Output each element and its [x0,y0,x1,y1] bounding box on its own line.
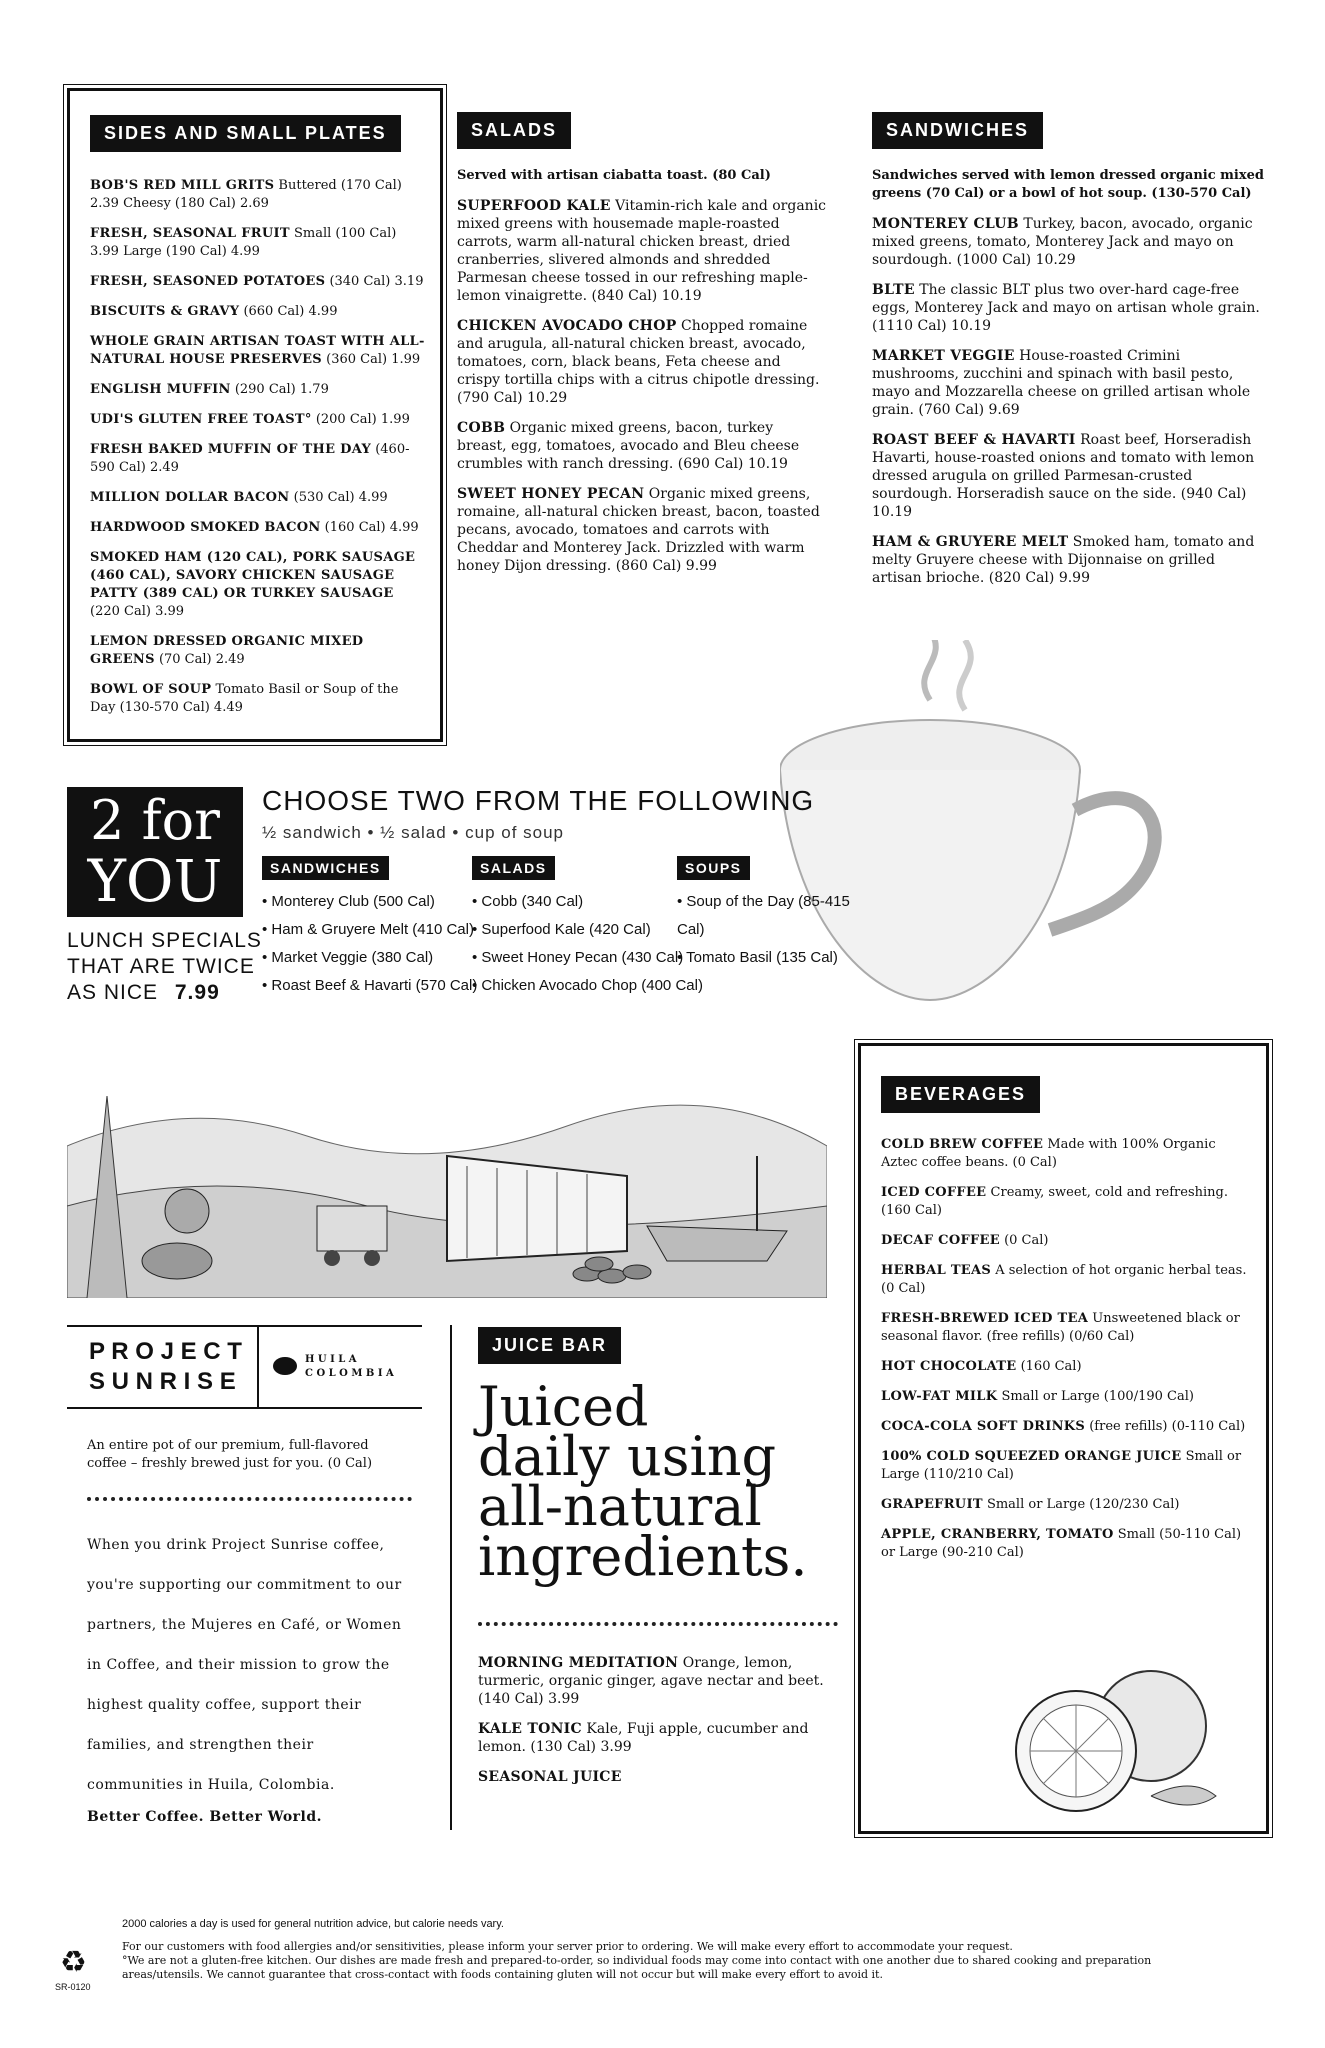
logo-line1: 2 for [90,789,220,852]
tagline-line2: THAT ARE TWICE [67,955,255,978]
grapefruit-illustration [1001,1666,1221,1816]
menu-item [90,489,426,507]
sides-title: SIDES AND SMALL PLATES [90,115,401,152]
menu-item-desc: Small or Large (100/190 Cal) [1001,1389,1194,1404]
footer-code: SR-0120 [55,1982,91,1992]
menu-item [881,1358,1251,1376]
sunrise-slogan: Better Coffee. Better World. [87,1809,323,1825]
footer-gluten-note: °We are not a gluten-free kitchen. Our dishes are made fresh and prepared-to-order, so individual foods may come into contact with one another due to shared cooking and preparation areas/utensils. We cannot guarantee that cross-contact with foods containing gluten will not occur but will make every effort to avoid it. [122,1954,1152,1981]
menu-item-name: WHOLE GRAIN ARTISAN TOAST WITH ALL-NATURAL HOUSE PRESERVES [90,334,425,367]
menu-item-desc: (220 Cal) 3.99 [90,604,185,619]
menu-item [90,225,426,261]
two-for-you-option: • Sweet Honey Pecan (430 Cal) [472,949,684,966]
menu-item [90,441,426,477]
two-for-you-logo [67,787,243,917]
choose-two-subheading: ½ sandwich • ½ salad • cup of soup [262,823,565,842]
menu-item-name: COBB [457,420,506,436]
menu-item [90,303,426,321]
two-for-you-option: • Ham & Gruyere Melt (410 Cal) [262,921,474,938]
sandwiches-section [872,112,1267,599]
beverages-title: BEVERAGES [881,1076,1040,1113]
menu-item-desc: (160 Cal) [1020,1359,1082,1374]
menu-item [881,1448,1251,1484]
juice-title: JUICE BAR [478,1327,621,1364]
menu-item-name: LEMON DRESSED ORGANIC MIXED GREENS [90,634,364,667]
menu-item-desc: House-roasted Crimini mushrooms, zucchini and spinach with basil pesto, mayo and Mozzarella cheese on grilled artisan whole grain. (760 Cal) 9.69 [872,348,1251,418]
two-for-you-column [262,856,477,1000]
sandwiches-list [872,215,1267,587]
beverages-list [881,1136,1251,1574]
divider [87,1497,412,1501]
menu-item-name: MONTEREY CLUB [872,216,1019,232]
menu-item-name: APPLE, CRANBERRY, TOMATO [881,1527,1114,1542]
menu-item-desc: Made with 100% Organic Aztec coffee beans. (0 Cal) [881,1137,1216,1170]
two-for-you-option: • Superfood Kale (420 Cal) [472,921,651,938]
menu-item [457,197,827,305]
menu-item [478,1654,838,1708]
two-for-you-columns [262,856,862,1006]
menu-item [90,381,426,399]
menu-item-name: FRESH, SEASONED POTATOES [90,274,326,289]
menu-item-name: ICED COFFEE [881,1185,987,1200]
footer [122,1918,1162,1982]
menu-item-name: UDI'S GLUTEN FREE TOAST° [90,412,312,427]
sides-section [67,88,443,742]
menu-item-name: MILLION DOLLAR BACON [90,490,290,505]
menu-item-desc: Small or Large (110/210 Cal) [881,1449,1242,1482]
two-for-you-option: • Monterey Club (500 Cal) [262,893,435,910]
salads-intro: Served with artisan ciabatta toast. (80 Cal) [457,168,771,183]
menu-item [881,1136,1251,1172]
menu-item-name: CHICKEN AVOCADO CHOP [457,318,677,334]
menu-item [881,1526,1251,1562]
menu-item-desc: (460-590 Cal) 2.49 [90,442,410,475]
salads-section [457,112,827,587]
menu-item-desc: Buttered (170 Cal) 2.39 Cheesy (180 Cal) 2.69 [90,178,402,211]
menu-item [881,1388,1251,1406]
menu-item [478,1768,838,1786]
menu-item-desc: Smoked ham, tomato and melty Gruyere cheese with Dijonnaise on grilled artisan brioche. (820 Cal) 9.99 [872,534,1255,586]
menu-item-desc: Tomato Basil or Soup of the Day (130-570 Cal) 4.49 [90,682,399,715]
menu-item-desc: (200 Cal) 1.99 [315,412,410,427]
tagline-line1: LUNCH SPECIALS [67,929,262,952]
menu-item-name: BLTE [872,282,915,298]
menu-item [90,333,426,369]
juice-divider-line [450,1325,452,1830]
menu-item-name: COLD BREW COFFEE [881,1137,1044,1152]
menu-item [881,1232,1251,1250]
column-label: SALADS [472,856,555,880]
menu-item [478,1720,838,1756]
two-for-you-option: • Market Veggie (380 Cal) [262,949,434,966]
juice-bar-section [478,1327,838,1798]
menu-item-desc: Chopped romaine and arugula, all-natural chicken breast, avocado, tomatoes, corn, black beans, Feta cheese and crispy tortilla chips with a citrus chipotle dressing. (790 Cal) 10.29 [457,318,820,406]
menu-item [90,519,426,537]
menu-item [90,681,426,717]
juice-list [478,1654,838,1786]
recycle-icon: ♻ [60,1945,87,1980]
menu-item-name: SUPERFOOD KALE [457,198,611,214]
menu-item-desc: Kale, Fuji apple, cucumber and lemon. (130 Cal) 3.99 [478,1721,809,1755]
menu-item [872,533,1267,587]
salads-list [457,197,827,575]
menu-item-name: SWEET HONEY PECAN [457,486,645,502]
menu-item-name: SMOKED HAM (120 CAL), PORK SAUSAGE (460 CAL), SAVORY CHICKEN SAUSAGE PATTY (389 CAL) OR TURKEY SAUSAGE [90,550,416,601]
menu-item-name: HERBAL TEAS [881,1263,992,1278]
menu-item-desc: Small or Large (120/230 Cal) [986,1497,1180,1512]
sides-list [90,177,426,729]
two-for-you-option: • Tomato Basil (135 Cal) [677,949,838,966]
menu-item [457,317,827,407]
menu-item-name: ROAST BEEF & HAVARTI [872,432,1076,448]
two-for-you-option: • Soup of the Day (85-415 Cal) [677,893,850,938]
menu-item-desc: (70 Cal) 2.49 [158,652,245,667]
sandwiches-intro: Sandwiches served with lemon dressed organic mixed greens (70 Cal) or a bowl of hot soup. (130-570 Cal) [872,168,1264,201]
brand-line2: C O L O M B I A [305,1368,394,1379]
menu-item-name: COCA-COLA SOFT DRINKS [881,1419,1086,1434]
two-for-you-column [677,856,862,972]
two-for-you-option: • Cobb (340 Cal) [472,893,584,910]
tagline-line3: AS NICE [67,981,159,1004]
menu-item [881,1262,1251,1298]
menu-item-name: FRESH-BREWED ICED TEA [881,1311,1089,1326]
footer-calorie-note: 2000 calories a day is used for general nutrition advice, but calorie needs vary. [122,1918,504,1930]
sunrise-story: When you drink Project Sunrise coffee, you're supporting our commitment to our partners, the Mujeres en Café, or Women in Coffee, and their mission to grow the highest quality coffee, support their families, and strengthen their communities in Huila, Colombia. [87,1537,402,1793]
menu-item [90,549,426,621]
menu-item-name: MARKET VEGGIE [872,348,1015,364]
menu-item-desc: (290 Cal) 1.79 [234,382,329,397]
menu-item-desc: A selection of hot organic herbal teas. (0 Cal) [881,1263,1247,1296]
menu-item-name: HOT CHOCOLATE [881,1359,1017,1374]
choose-two-heading: CHOOSE TWO FROM THE FOLLOWING [262,785,815,816]
menu-item-desc: Small (50-110 Cal) or Large (90-210 Cal) [881,1527,1242,1560]
menu-item-desc: (0 Cal) [1004,1233,1049,1248]
huila-logo-icon [273,1357,297,1375]
menu-item [872,215,1267,269]
menu-item-name: DECAF COFFEE [881,1233,1000,1248]
menu-item-desc: (360 Cal) 1.99 [326,352,421,367]
menu-item-desc: The classic BLT plus two over-hard cage-free eggs, Monterey Jack and mayo on artisan whole grain. (1110 Cal) 10.19 [872,282,1260,334]
menu-item [881,1496,1251,1514]
menu-item-name: BISCUITS & GRAVY [90,304,240,319]
beverages-section [858,1043,1269,1834]
sunrise-title1: P R O J E C T [89,1338,242,1365]
menu-item [881,1310,1251,1346]
two-for-you-column [472,856,703,1000]
menu-item [90,411,426,429]
menu-item-desc: Small (100 Cal) 3.99 Large (190 Cal) 4.99 [90,226,397,259]
menu-item-desc: Unsweetened black or seasonal flavor. (free refills) (0/60 Cal) [881,1311,1240,1344]
brand-line1: H U I L A [305,1354,357,1365]
project-sunrise-section [67,1325,422,1825]
menu-item [457,485,827,575]
headline-line4: ingredients. [478,1525,808,1588]
menu-item [90,177,426,213]
juice-headline [478,1375,838,1588]
headline-line3: all-natural [478,1475,762,1538]
menu-item [90,273,426,291]
menu-item-desc: (530 Cal) 4.99 [293,490,388,505]
salads-title: SALADS [457,112,571,149]
menu-item-desc: (free refills) (0-110 Cal) [1089,1419,1246,1434]
column-label: SOUPS [677,856,750,880]
menu-item-name: BOB'S RED MILL GRITS [90,178,275,193]
menu-item [90,633,426,669]
menu-item-desc: Creamy, sweet, cold and refreshing. (160 Cal) [881,1185,1228,1218]
menu-item-name: MORNING MEDITATION [478,1655,679,1671]
menu-item [457,419,827,473]
menu-item [881,1418,1251,1436]
menu-item-desc: Turkey, bacon, avocado, organic mixed greens, tomato, Monterey Jack and mayo on sourdough. (1000 Cal) 10.29 [872,216,1253,268]
menu-item-desc: (660 Cal) 4.99 [243,304,338,319]
footer-allergy-note: For our customers with food allergies and/or sensitivities, please inform your server prior to ordering. We will make every effort to accommodate your request. [122,1940,1013,1953]
menu-item-desc: (160 Cal) 4.99 [324,520,419,535]
sunrise-desc: An entire pot of our premium, full-flavored coffee – freshly brewed just for you. (0 Cal) [87,1438,373,1471]
two-for-you-tagline [67,928,262,1006]
menu-item [872,281,1267,335]
menu-item-name: 100% COLD SQUEEZED ORANGE JUICE [881,1449,1182,1464]
menu-item [872,431,1267,521]
menu-item-desc: (340 Cal) 3.19 [329,274,424,289]
menu-item [881,1184,1251,1220]
menu-item-desc: Organic mixed greens, romaine, all-natural chicken breast, bacon, toasted pecans, avocado, tomatoes and carrots with Cheddar and Monterey Jack. Drizzled with warm honey Dijon dressing. (860 Cal) 9.99 [457,486,820,574]
logo-line2: YOU [87,847,223,915]
menu-item-name: ENGLISH MUFFIN [90,382,231,397]
juice-divider [478,1622,838,1626]
headline-line1: Juiced [478,1375,649,1438]
sandwiches-title: SANDWICHES [872,112,1043,149]
two-for-you-option: • Chicken Avocado Chop (400 Cal) [472,977,703,994]
sunrise-title2: S U N R I S E [89,1368,236,1395]
menu-item-name: FRESH, SEASONAL FRUIT [90,226,290,241]
menu-item-desc: Orange, lemon, turmeric, organic ginger, agave nectar and beet. (140 Cal) 3.99 [478,1655,824,1707]
menu-item-name: LOW-FAT MILK [881,1389,998,1404]
menu-item-name: HARDWOOD SMOKED BACON [90,520,321,535]
menu-item-name: KALE TONIC [478,1721,582,1737]
coffee-farm-illustration [67,1036,827,1298]
menu-item-name: SEASONAL JUICE [478,1769,622,1785]
menu-item-name: GRAPEFRUIT [881,1497,983,1512]
two-for-you-option: • Roast Beef & Havarti (570 Cal) [262,977,478,994]
two-for-you-price: 7.99 [174,981,220,1004]
headline-line2: daily using [478,1425,777,1488]
menu-item-name: HAM & GRUYERE MELT [872,534,1069,550]
menu-item-desc: Vitamin-rich kale and organic mixed greens with housemade maple-roasted carrots, warm all-natural chicken breast, dried cranberries, slivered almonds and shredded Parmesan cheese tossed in our refreshing maple-lemon vinaigrette. (840 Cal) 10.19 [457,198,827,304]
menu-item-desc: Roast beef, Horseradish Havarti, house-roasted onions and tomato with lemon dressed arugula on grilled Parmesan-crusted sourdough. Horseradish sauce on the side. (940 Cal) 10.19 [872,432,1255,520]
menu-item [872,347,1267,419]
menu-item-name: BOWL OF SOUP [90,682,212,697]
column-label: SANDWICHES [262,856,389,880]
menu-item-name: FRESH BAKED MUFFIN OF THE DAY [90,442,372,457]
menu-item-desc: Organic mixed greens, bacon, turkey breast, egg, tomatoes, avocado and Bleu cheese crumbles with ranch dressing. (690 Cal) 10.19 [457,420,800,472]
